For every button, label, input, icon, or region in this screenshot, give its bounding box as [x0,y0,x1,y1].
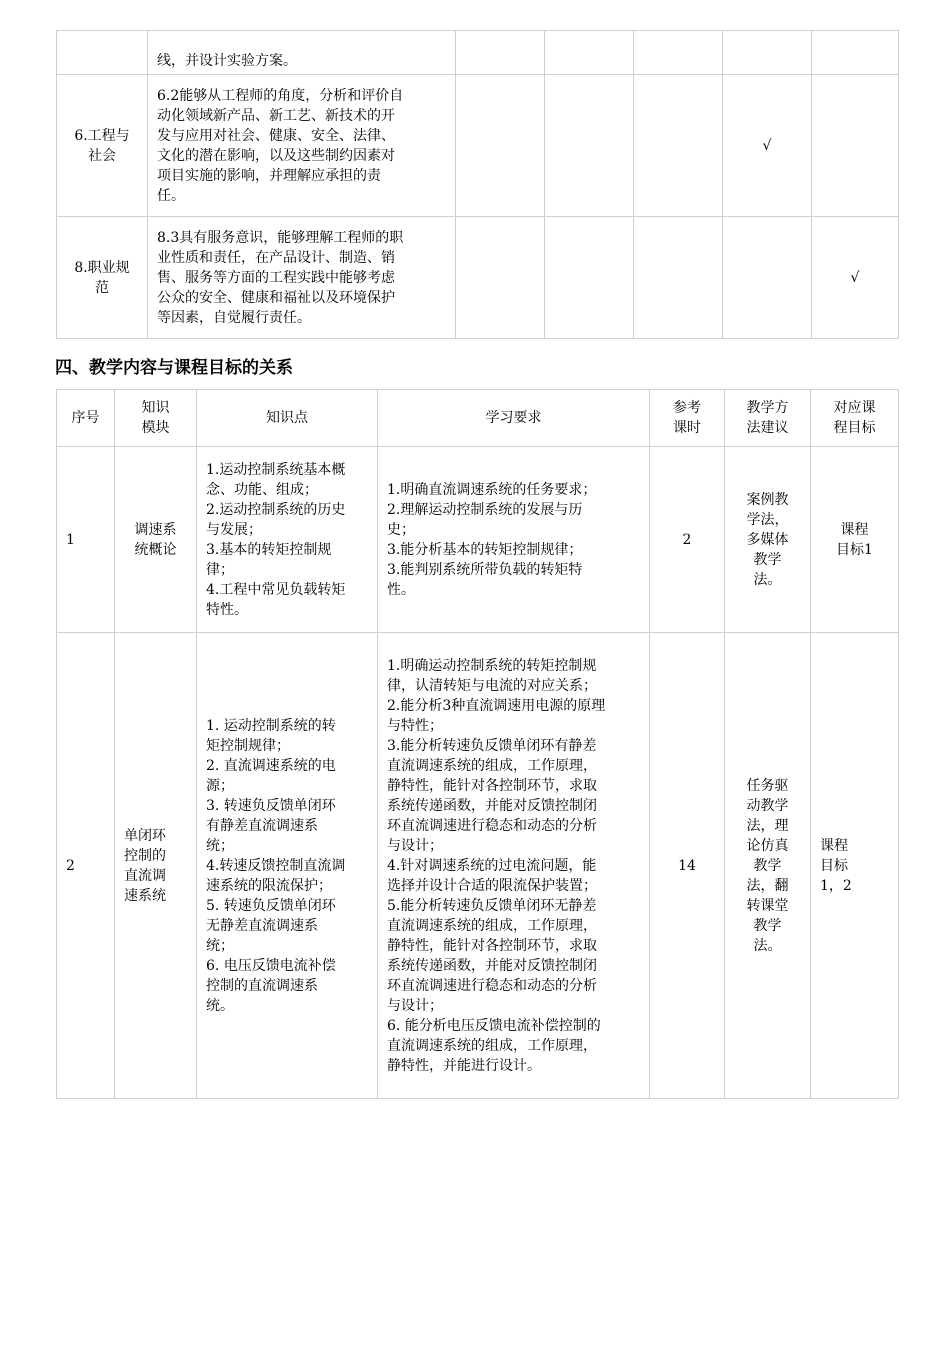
requirements-cell: 1.明确直流调速系统的任务要求； 2.理解运动控制系统的发展与历 史； 3.能分析基本的转矩控制规律； 3.能判别系统所带负载的转矩特 性。 [378,447,650,633]
label-line: 6.工程与 [74,127,130,144]
requirement-label-cell [57,217,148,339]
header-points: 知识点 [197,390,378,447]
header-no: 序号 [57,390,115,447]
row-number: 2 [57,633,115,1099]
check-cell [723,31,812,75]
check-cell [723,217,812,339]
check-cell [545,75,634,217]
label-line: 范 [95,279,109,296]
check-cell: √ [723,75,812,217]
check-cell [545,217,634,339]
module-cell: 调速系 统概论 [115,447,197,633]
check-cell [545,31,634,75]
text-line: 8.3具有服务意识，能够理解工程师的职 [157,229,404,246]
teaching-content-table [56,389,899,1099]
text-line: 公众的安全、健康和福祉以及环境保护 [157,289,395,306]
header-requirements: 学习要求 [378,390,650,447]
graduation-requirements-table [56,30,899,339]
section-heading: 四、教学内容与课程目标的关系 [55,358,293,378]
table-row [57,217,899,339]
table-row [57,447,899,633]
header-method: 教学方 法建议 [725,390,811,447]
points-cell: 1. 运动控制系统的转 矩控制规律； 2. 直流调速系统的电 源； 3. 转速负反馈单闭环 有静差直流调速系 统； 4.转速反馈控制直流调 速系统的限流保护； 5. 转速负反馈单闭环 无静差直流调速系 统； 6. 电压反馈电流补偿 控制的直流调速系 统。 [197,633,378,1099]
label-line: 社会 [88,147,116,164]
indicator-text-cell [148,31,456,75]
method-cell: 案例教 学法， 多媒体 教学 法。 [725,447,811,633]
text-line: 业性质和责任，在产品设计、制造、销 [157,249,395,266]
check-cell [634,217,723,339]
text-line: 项目实施的影响，并理解应承担的责 [157,167,381,184]
check-cell [456,31,545,75]
text-line: 线，并设计实验方案。 [157,53,297,69]
text-line: 售、服务等方面的工程实践中能够考虑 [157,269,395,286]
check-cell [634,75,723,217]
text-line: 发与应用对社会、健康、安全、法律、 [157,127,395,144]
module-cell: 单闭环 控制的 直流调 速系统 [115,633,197,1099]
requirements-cell: 1.明确运动控制系统的转矩控制规 律，认清转矩与电流的对应关系； 2.能分析3种直流调速用电源的原理 与特性； 3.能分析转速负反馈单闭环有静差 直流调速系统的组成，工作原理， 静特性，能针对各控制环节，求取 系统传递函数，并能对反馈控制闭 环直流调速进行稳态和动态的分析 与设计； 4.针对调速系统的过电流问题，能 选择并设计合适的限流保护装置； 5.能分析转速负反馈单闭环无静差 直流调速系统的组成，工作原理， 静特性，能针对各控制环节，求取 系统传递函数，并能对反馈控制闭 环直流调速进行稳态和动态的分析 与设计； 6. 能分析电压反馈电流补偿控制的 直流调速系统的组成，工作原理， 静特性，并能进行设计。 [378,633,650,1099]
header-goal: 对应课 程目标 [811,390,899,447]
method-cell: 任务驱 动教学 法，理 论仿真 教学 法，翻 转课堂 教学 法。 [725,633,811,1099]
table-row [57,75,899,217]
text-line: 动化领域新产品、新工艺、新技术的开 [157,107,395,124]
check-cell [812,31,899,75]
text-line: 任。 [157,187,185,204]
text-line: 等因素，自觉履行责任。 [157,309,311,326]
header-module: 知识 模块 [115,390,197,447]
goal-cell: 课程 目标1 [811,447,899,633]
check-cell [456,217,545,339]
table-row [57,31,899,75]
table-row [57,633,899,1099]
indicator-text-cell [148,75,456,217]
hours-cell: 14 [650,633,725,1099]
requirement-label-cell [57,75,148,217]
label-line: 8.职业规 [74,259,130,276]
indicator-text-cell [148,217,456,339]
row-number: 1 [57,447,115,633]
check-cell: √ [812,217,899,339]
header-hours: 参考 课时 [650,390,725,447]
check-cell [812,75,899,217]
requirement-label-cell [57,31,148,75]
text-line: 文化的潜在影响，以及这些制约因素对 [157,147,395,164]
check-cell [634,31,723,75]
header-row [57,390,899,447]
points-cell: 1.运动控制系统基本概 念、功能、组成； 2.运动控制系统的历史 与发展； 3.基本的转矩控制规 律； 4.工程中常见负载转矩 特性。 [197,447,378,633]
check-cell [456,75,545,217]
text-line: 6.2能够从工程师的角度，分析和评价自 [157,87,404,104]
hours-cell: 2 [650,447,725,633]
goal-cell: 课程 目标 1，2 [811,633,899,1099]
